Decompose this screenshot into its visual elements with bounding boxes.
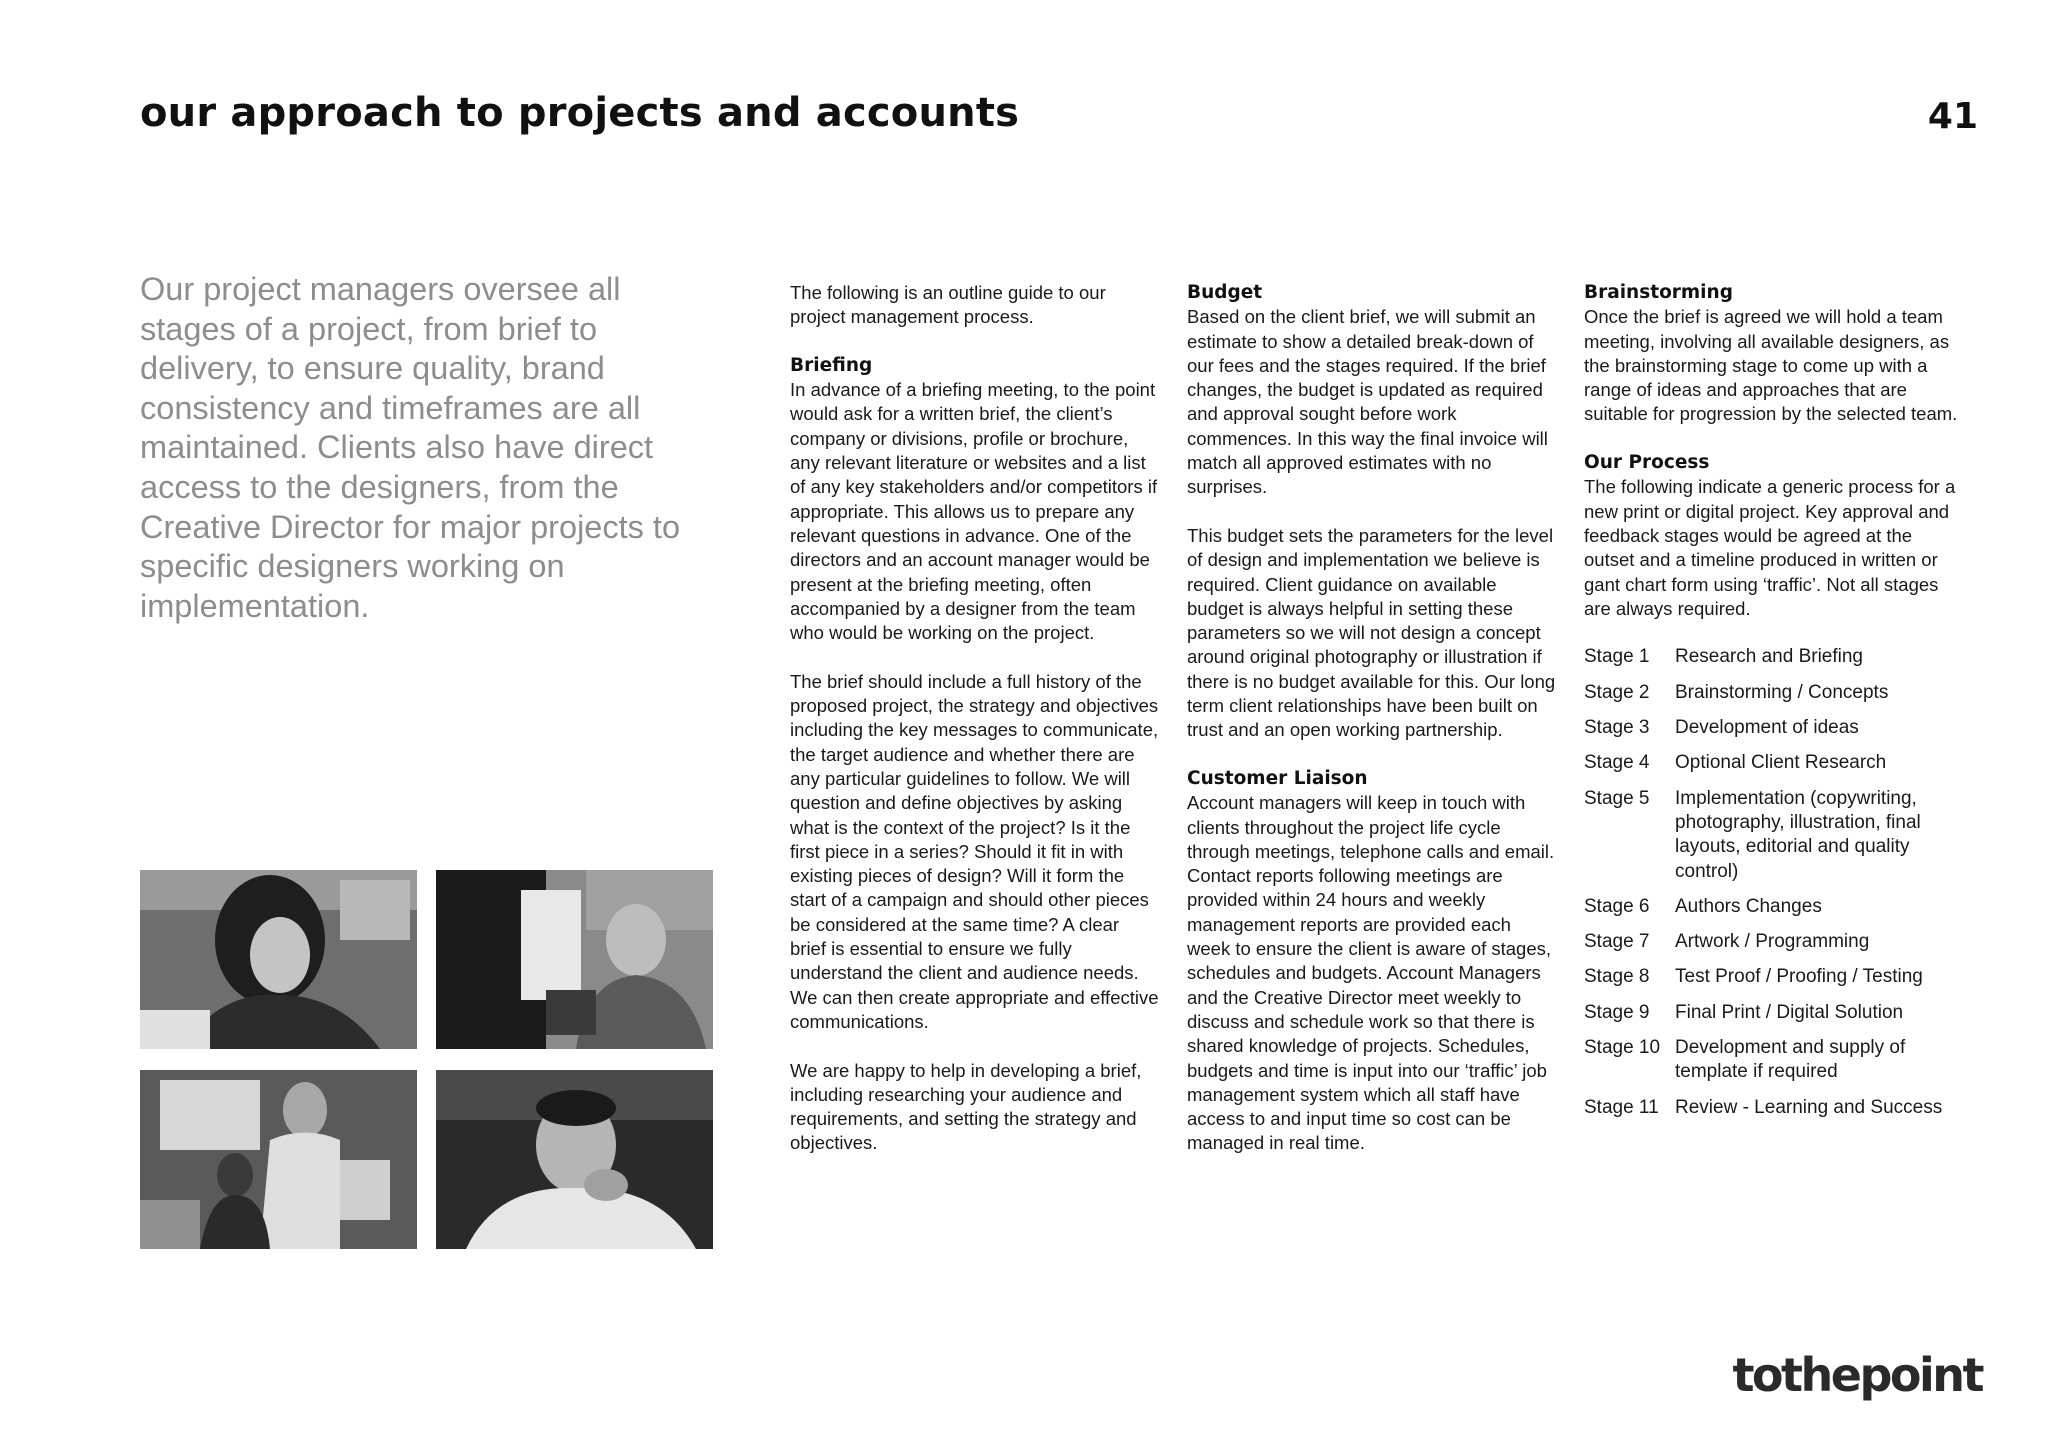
brainstorming-paragraph: Once the brief is agreed we will hold a team meeting, involving all available designers, as the brainstorming stage to come up with a range of ideas and approaches that are suitable for progression by the selected team. [1584,306,1958,425]
stage-item [1584,930,1964,954]
stage-name: Development and supply of template if required [1675,1037,1906,1083]
briefing-paragraph: The brief should include a full history of the proposed project, the strategy and objectives including the key messages to communicate, the target audience and whether there are any particular guidelines to follow. We will question and define objectives by asking what is the context of the project? Is it the first piece in a series? Should it fit in with existing pieces of design? Will it form the start of a campaign and should other pieces be considered at the same time? A clear brief is essential to ensure we fully understand the client and audience needs. We can then create appropriate and effective communications. [790,670,1159,1032]
our-process-heading: Our Process [1584,452,1710,474]
stage-number: Stage 7 [1584,931,1650,953]
stage-number: Stage 10 [1584,1037,1661,1059]
stage-name: Final Print / Digital Solution [1675,1001,1904,1023]
stage-name: Test Proof / Proofing / Testing [1675,966,1923,988]
photo-grid [140,870,714,1250]
column-lead-text: The following is an outline guide to our project management process. [790,282,1106,328]
brand-logo: tothepoint [1732,1348,1982,1402]
page-number: 41 [1927,96,1978,137]
brainstorming-heading: Brainstorming [1584,282,1733,303]
stage-item [1584,965,1964,989]
briefing-paragraph: We are happy to help in developing a brief, including researching your audience and requirements, and setting the strategy and objectives. [790,1059,1142,1154]
stage-item [1584,895,1964,919]
stage-name: Authors Changes [1675,895,1822,917]
stage-number: Stage 2 [1584,681,1650,703]
photo-man-thinking [436,1070,713,1249]
photo-woman-at-computer [140,870,417,1049]
stage-item [1584,751,1964,775]
stage-item [1584,1096,1964,1120]
stage-item [1584,645,1964,669]
stage-item [1584,716,1964,740]
stage-number: Stage 5 [1584,787,1650,809]
stage-list [1584,645,1964,1119]
column-process [1584,281,1964,1131]
stage-number: Stage 1 [1584,646,1650,668]
stage-number: Stage 3 [1584,717,1650,739]
budget-heading: Budget [1187,282,1263,303]
column-briefing [790,281,1160,1180]
stage-number: Stage 4 [1584,752,1650,774]
stage-name: Optional Client Research [1675,752,1887,774]
stage-item [1584,681,1964,705]
photo-man-on-phone [436,870,713,1049]
stage-name: Review - Learning and Success [1675,1096,1943,1118]
briefing-paragraph: In advance of a briefing meeting, to the point would ask for a written brief, the client’s company or divisions, profile or brochure, any relevant literature or websites and a list of any key stakeholders and/or competitors if appropriate. This allows us to prepare any relevant questions in advance. One of the directors and an account manager would be present at the briefing meeting, often accompanied by a designer from the team who would be working on the project. [790,379,1158,644]
stage-name: Research and Briefing [1675,646,1863,668]
stage-item [1584,787,1964,884]
column-budget [1187,281,1557,1180]
briefing-heading: Briefing [790,354,873,376]
stage-number: Stage 11 [1584,1096,1659,1118]
stage-item [1584,1001,1964,1025]
page-title: our approach to projects and accounts [140,90,1020,136]
stage-name: Development of ideas [1675,717,1859,739]
stage-name: Implementation (copywriting, photography, illustration, final layouts, editorial and quality control) [1675,787,1921,882]
customer-liaison-paragraph: Account managers will keep in touch with clients throughout the project life cycle through meetings, telephone calls and email. Contact reports following meetings are provided within 24 hours and weekly management reports are provided each week to ensure the client is aware of stages, schedules and budgets. Account Managers and the Creative Director meet weekly to discuss and schedule work so that there is shared knowledge of projects. Schedules, budgets and time is input into our ‘traffic’ job management system which all staff have access to and input time so cost can be managed in real time. [1187,792,1555,1154]
stage-name: Artwork / Programming [1675,931,1870,953]
budget-paragraph: Based on the client brief, we will submit an estimate to show a detailed break-down of our fees and the stages required. If the brief changes, the budget is updated as required and approval sought before work commences. In this way the final invoice will match all approved estimates with no surprises. [1187,306,1548,498]
stage-number: Stage 8 [1584,966,1650,988]
intro-text: Our project managers oversee all stages of a project, from brief to delivery, to ensure quality, brand consistency and timeframes are all maintained. Clients also have direct access to the designers, from the Creative Director for major projects to specific designers working on implementation. [140,271,681,624]
budget-paragraph: This budget sets the parameters for the level of design and implementation we believe is required. Client guidance on available budget is always helpful in setting these parameters so we will not design a concept around original photography or illustration if there is no budget available for this. Our long term client relationships have been built on trust and an open working partnership. [1187,524,1556,741]
stage-number: Stage 6 [1584,895,1650,917]
customer-liaison-heading: Customer Liaison [1187,767,1368,789]
stage-name: Brainstorming / Concepts [1675,681,1889,703]
stage-number: Stage 9 [1584,1001,1650,1023]
stage-item [1584,1036,1964,1085]
our-process-paragraph: The following indicate a generic process for a new print or digital project. Key approval and feedback stages would be agreed at the outset and a timeline produced in written or gant chart form using ‘traffic’. Not all stages are always required. [1584,476,1956,619]
photo-designers-at-desk [140,1070,417,1249]
